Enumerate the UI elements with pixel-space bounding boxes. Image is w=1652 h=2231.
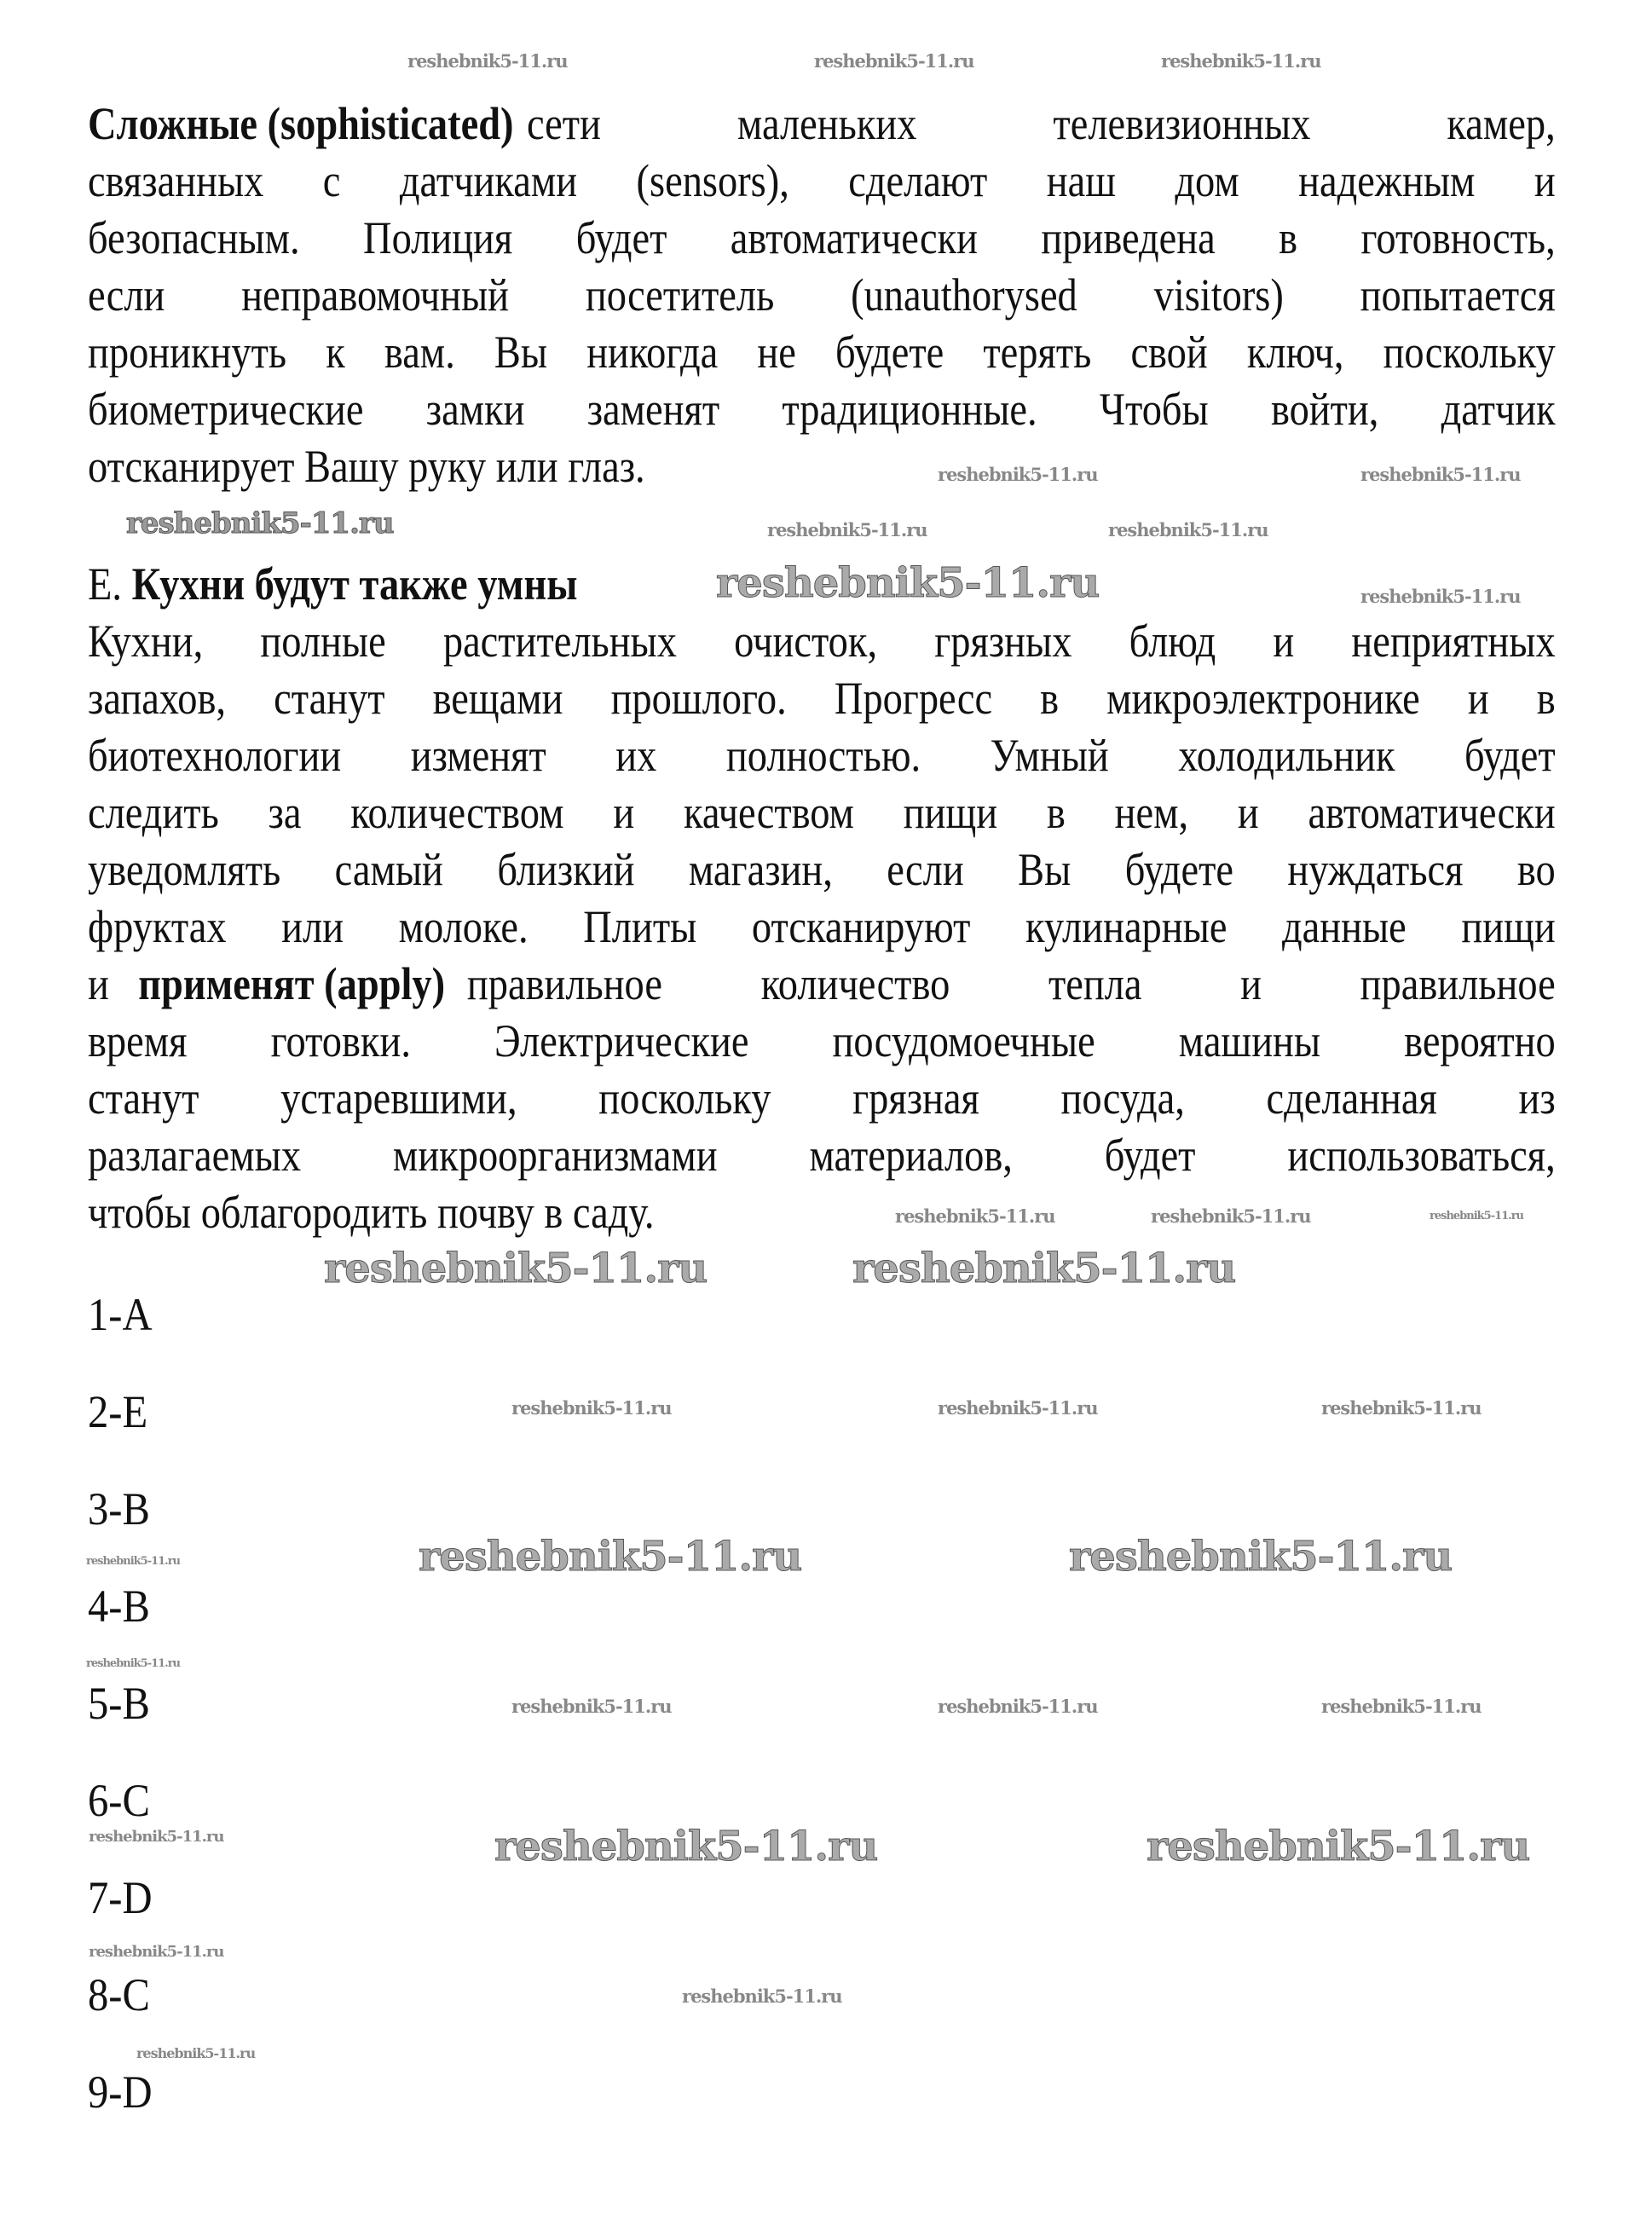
paragraph-line <box>88 613 1556 670</box>
watermark: reshebnik5-11.ru <box>1360 464 1521 485</box>
line-text: разлагаемых микроорганизмами материалов, будет использоваться, <box>88 1130 1556 1181</box>
watermark: reshebnik5-11.ru <box>1069 1533 1453 1581</box>
watermark: reshebnik5-11.ru <box>494 1823 878 1870</box>
line-text: Кухни, полные растительных очисток, грязных блюд и неприятных <box>88 616 1556 667</box>
paragraph-line <box>88 956 1556 1013</box>
paragraph-line <box>88 1184 654 1241</box>
line-text: запахов, станут вещами прошлого. Прогресс в микроэлектронике и в <box>88 673 1556 724</box>
watermark: reshebnik5-11.ru <box>852 1245 1236 1292</box>
paragraph-line <box>88 95 1556 153</box>
watermark: reshebnik5-11.ru <box>682 1985 842 2007</box>
watermark: reshebnik5-11.ru <box>1161 50 1321 72</box>
line-text: следить за количеством и качеством пищи в нем, и автоматически <box>88 787 1556 838</box>
watermark: reshebnik5-11.ru <box>419 1533 802 1581</box>
watermark: reshebnik5-11.ru <box>767 519 927 540</box>
watermark: reshebnik5-11.ru <box>89 1828 224 1846</box>
line-text: если неправомочный посетитель (unauthorysed visitors) попытается <box>88 269 1556 321</box>
answer-item: 9-D <box>88 2066 153 2118</box>
watermark: reshebnik5-11.ru <box>938 1397 1098 1419</box>
paragraph-line <box>88 324 1556 381</box>
watermark: reshebnik5-11.ru <box>895 1205 1055 1227</box>
paragraph-line <box>88 1013 1556 1070</box>
watermark: reshebnik5-11.ru <box>1321 1696 1482 1717</box>
answer-item: 2-E <box>88 1386 148 1437</box>
answer-item: 3-B <box>88 1483 150 1535</box>
line-text: время готовки. Электрические посудомоечные машины вероятно <box>88 1015 1556 1066</box>
section-letter: E. <box>88 558 122 610</box>
watermark: reshebnik5-11.ru <box>1108 519 1268 540</box>
section-title: Кухни будут также умны <box>131 558 578 610</box>
line-text: фруктах или молоке. Плиты отсканируют кулинарные данные пищи <box>88 901 1556 952</box>
line-text: уведомлять самый близкий магазин, если Вы будете нуждаться во <box>88 844 1556 895</box>
answer-item: 4-B <box>88 1581 150 1632</box>
paragraph-line <box>88 438 645 495</box>
line-text: проникнуть к вам. Вы никогда не будете терять свой ключ, поскольку <box>88 327 1556 378</box>
line-text: безопасным. Полиция будет автоматически приведена в готовность, <box>88 212 1556 263</box>
answer-item: 1-A <box>88 1289 153 1340</box>
watermark: reshebnik5-11.ru <box>407 50 568 72</box>
paragraph-line <box>88 210 1556 267</box>
line-text: отсканирует Вашу руку или глаз. <box>88 441 645 492</box>
paragraph-line <box>88 784 1556 841</box>
watermark: reshebnik5-11.ru <box>89 1943 224 1961</box>
answer-item: 8-C <box>88 1969 150 2020</box>
line-text: станут устаревшими, поскольку грязная посуда, сделанная из <box>88 1072 1556 1124</box>
paragraph-line <box>88 1127 1556 1184</box>
watermark: reshebnik5-11.ru <box>511 1696 672 1717</box>
paragraph-line <box>88 1070 1556 1127</box>
watermark: reshebnik5-11.ru <box>136 2045 256 2061</box>
watermark: reshebnik5-11.ru <box>126 506 394 540</box>
paragraph-line <box>88 899 1556 956</box>
line-text: правильное количество тепла и правильное <box>466 958 1556 1009</box>
paragraph-line <box>88 841 1556 899</box>
section-heading <box>88 556 577 613</box>
answer-item: 7-D <box>88 1872 153 1923</box>
paragraph-line <box>88 727 1556 784</box>
bold-term: Сложные (sophisticated) <box>88 98 514 149</box>
paragraph-line <box>88 381 1556 438</box>
watermark: reshebnik5-11.ru <box>716 559 1100 607</box>
watermark: reshebnik5-11.ru <box>1360 586 1521 607</box>
line-text: связанных с датчиками (sensors), сделают наш дом надежным и <box>88 155 1556 206</box>
watermark: reshebnik5-11.ru <box>324 1245 708 1292</box>
watermark: reshebnik5-11.ru <box>1147 1823 1530 1870</box>
paragraph-line <box>88 267 1556 324</box>
watermark: reshebnik5-11.ru <box>814 50 974 72</box>
watermark: reshebnik5-11.ru <box>1430 1210 1524 1222</box>
watermark: reshebnik5-11.ru <box>86 1657 181 1670</box>
watermark: reshebnik5-11.ru <box>938 1696 1098 1717</box>
watermark: reshebnik5-11.ru <box>511 1397 672 1419</box>
answer-item: 5-B <box>88 1678 150 1729</box>
line-text: биотехнологии изменят их полностью. Умный холодильник будет <box>88 730 1556 781</box>
line-text: биометрические замки заменят традиционные. Чтобы войти, датчик <box>88 384 1556 435</box>
bold-term: применят (apply) <box>138 958 446 1009</box>
paragraph-line <box>88 670 1556 727</box>
line-text: и <box>88 958 109 1009</box>
line-text: сети маленьких телевизионных камер, <box>527 98 1556 149</box>
watermark: reshebnik5-11.ru <box>1151 1205 1311 1227</box>
watermark: reshebnik5-11.ru <box>1321 1397 1482 1419</box>
line-text: чтобы облагородить почву в саду. <box>88 1187 655 1238</box>
watermark: reshebnik5-11.ru <box>938 464 1098 485</box>
watermark: reshebnik5-11.ru <box>86 1555 181 1568</box>
paragraph-line <box>88 153 1556 210</box>
answer-item: 6-C <box>88 1775 150 1826</box>
